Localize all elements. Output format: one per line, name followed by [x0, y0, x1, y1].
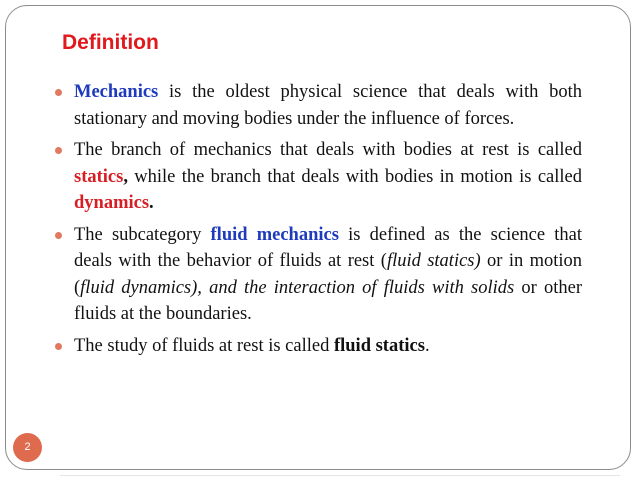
bullet-list	[54, 79, 582, 364]
bullet-text: is the oldest physical science that deals with both stationary and moving bodies under the influence of forces.	[74, 82, 582, 129]
bullet-punctuation: ,	[123, 166, 128, 187]
bullet-icon	[55, 232, 62, 239]
bullet-punctuation: .	[149, 193, 154, 213]
list-item	[54, 333, 582, 360]
term-statics: statics	[74, 166, 124, 187]
bullet-icon	[55, 89, 62, 96]
list-item	[54, 79, 582, 132]
term-dynamics: dynamics	[74, 193, 150, 213]
term-mechanics: Mechanics	[74, 82, 159, 102]
italic-fluid-statics: fluid statics)	[386, 251, 481, 271]
bullet-text: The branch of mechanics that deals with bodies at rest is called	[74, 140, 582, 160]
bullet-icon	[55, 343, 62, 350]
bullet-text: while the branch that deals with bodies in motion is called	[127, 166, 582, 187]
bullet-text: is defined as the science that deals with the behavior of fluids at rest (	[74, 224, 583, 271]
bullet-icon	[55, 147, 62, 154]
list-item	[54, 222, 582, 328]
slide-frame	[5, 5, 631, 470]
term-fluid-mechanics: fluid mechanics	[210, 224, 339, 245]
bullet-text: The study of fluids at rest is called	[74, 335, 334, 356]
page-number-badge: 2	[13, 433, 42, 462]
bullet-text: or other fluids at the boundaries.	[74, 277, 582, 324]
footer-divider	[60, 475, 620, 476]
italic-fluid-dynamics: fluid dynamics), and the interaction of fluids with solids	[80, 277, 515, 298]
list-item	[54, 137, 582, 217]
term-fluid-statics: fluid statics	[333, 335, 425, 356]
slide-title: Definition	[62, 31, 159, 54]
bullet-text: The subcategory	[74, 224, 211, 245]
bullet-text: .	[424, 335, 430, 356]
bullet-text: or in motion (	[74, 251, 582, 298]
